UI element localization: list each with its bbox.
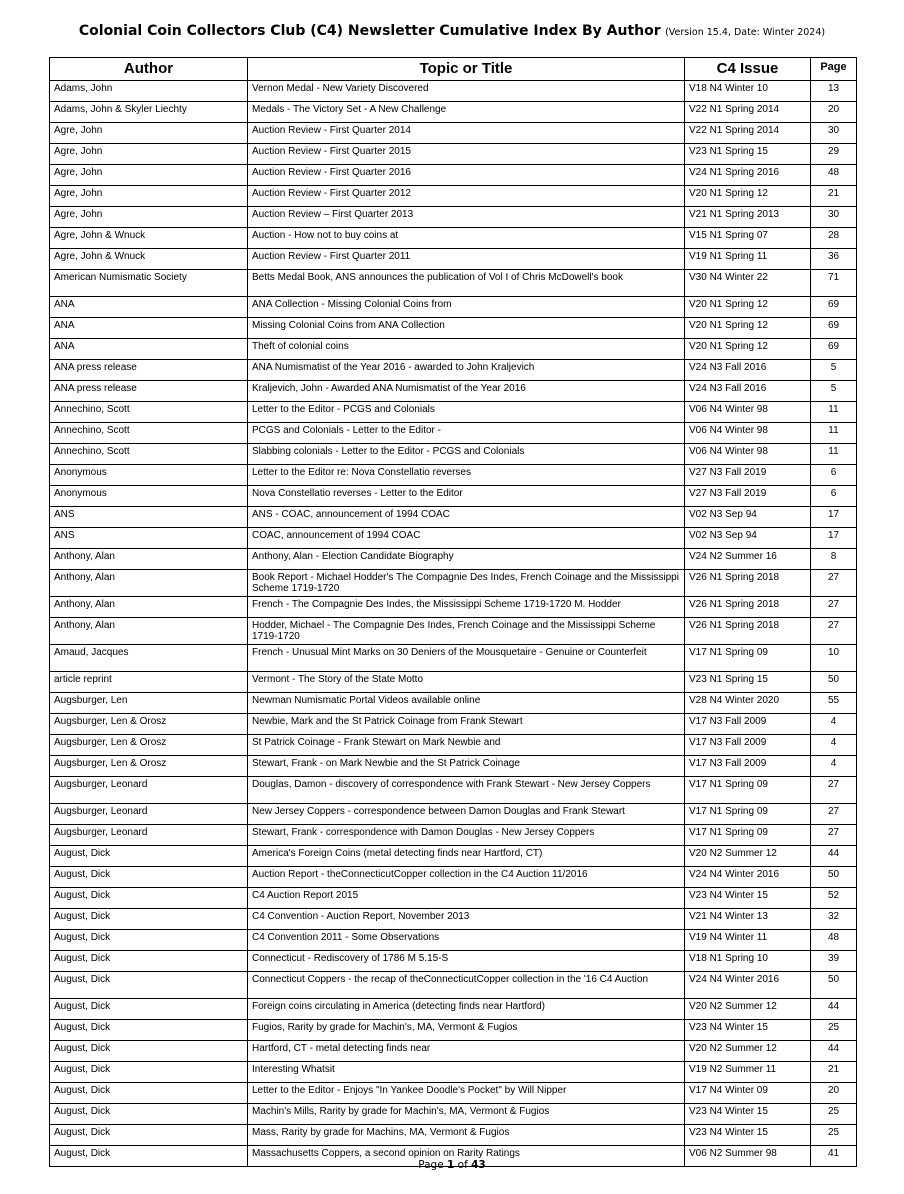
cell-topic: ANS - COAC, announcement of 1994 COAC <box>248 507 685 528</box>
cell-topic: Connecticut - Rediscovery of 1786 M 5.15-S <box>248 951 685 972</box>
table-row <box>50 102 857 123</box>
cell-page: 48 <box>811 930 857 951</box>
cell-topic: Newman Numismatic Portal Videos available online <box>248 693 685 714</box>
cell-topic: New Jersey Coppers - correspondence between Damon Douglas and Frank Stewart <box>248 804 685 825</box>
table-row <box>50 444 857 465</box>
table-row <box>50 123 857 144</box>
table-row <box>50 1020 857 1041</box>
cell-page: 29 <box>811 144 857 165</box>
cell-topic: Auction Review - First Quarter 2011 <box>248 249 685 270</box>
cell-page: 25 <box>811 1020 857 1041</box>
cell-issue: V24 N3 Fall 2016 <box>685 360 811 381</box>
table-row <box>50 186 857 207</box>
cell-topic: Machin's Mills, Rarity by grade for Machin's, MA, Vermont & Fugios <box>248 1104 685 1125</box>
table-row <box>50 645 857 672</box>
cell-topic: ANA Numismatist of the Year 2016 - awarded to John Kraljevich <box>248 360 685 381</box>
cell-author: Adams, John & Skyler Liechty <box>50 102 248 123</box>
cell-author: Augsburger, Leonard <box>50 825 248 846</box>
cell-issue: V27 N3 Fall 2019 <box>685 486 811 507</box>
cell-page: 21 <box>811 186 857 207</box>
index-title: Colonial Coin Collectors Club (C4) Newsletter Cumulative Index By Author <box>78 23 661 39</box>
cell-page: 17 <box>811 528 857 549</box>
cell-topic: Kraljevich, John - Awarded ANA Numismatist of the Year 2016 <box>248 381 685 402</box>
cell-page: 52 <box>811 888 857 909</box>
table-row <box>50 81 857 102</box>
cell-issue: V17 N1 Spring 09 <box>685 777 811 804</box>
cell-page: 21 <box>811 1062 857 1083</box>
table-row <box>50 486 857 507</box>
table-row <box>50 465 857 486</box>
cell-author: American Numismatic Society <box>50 270 248 297</box>
footer-prefix: Page <box>418 1159 448 1171</box>
column-header-issue: C4 Issue <box>685 58 811 81</box>
table-row <box>50 888 857 909</box>
cell-topic: Medals - The Victory Set - A New Challenge <box>248 102 685 123</box>
cell-topic: Book Report - Michael Hodder's The Compagnie Des Indes, French Coinage and the Mississippi Scheme 1719-1720 <box>248 570 685 597</box>
cell-author: Annechino, Scott <box>50 423 248 444</box>
table-row <box>50 909 857 930</box>
cell-issue: V26 N1 Spring 2018 <box>685 597 811 618</box>
column-header-topic: Topic or Title <box>248 58 685 81</box>
cell-issue: V26 N1 Spring 2018 <box>685 570 811 597</box>
table-row <box>50 1083 857 1104</box>
cell-topic: Auction Review – First Quarter 2013 <box>248 207 685 228</box>
cell-topic: Auction Report - theConnecticutCopper collection in the C4 Auction 11/2016 <box>248 867 685 888</box>
table-row <box>50 825 857 846</box>
page-title <box>0 22 904 40</box>
cell-issue: V23 N1 Spring 15 <box>685 144 811 165</box>
cell-topic: Auction Review - First Quarter 2014 <box>248 123 685 144</box>
cell-issue: V24 N2 Summer 16 <box>685 549 811 570</box>
table-row <box>50 360 857 381</box>
cell-page: 20 <box>811 102 857 123</box>
cell-page: 32 <box>811 909 857 930</box>
cell-author: Anthony, Alan <box>50 597 248 618</box>
cell-author: August, Dick <box>50 1062 248 1083</box>
cell-page: 4 <box>811 714 857 735</box>
cell-author: ANA press release <box>50 381 248 402</box>
cell-page: 69 <box>811 297 857 318</box>
table-row <box>50 999 857 1020</box>
cell-author: Augsburger, Len <box>50 693 248 714</box>
cell-issue: V22 N1 Spring 2014 <box>685 123 811 144</box>
cell-issue: V23 N1 Spring 15 <box>685 672 811 693</box>
cell-topic: Newbie, Mark and the St Patrick Coinage from Frank Stewart <box>248 714 685 735</box>
cell-page: 55 <box>811 693 857 714</box>
table-row <box>50 951 857 972</box>
cell-author: Augsburger, Leonard <box>50 777 248 804</box>
table-row <box>50 570 857 597</box>
table-row <box>50 507 857 528</box>
cell-issue: V20 N1 Spring 12 <box>685 186 811 207</box>
cell-topic: St Patrick Coinage - Frank Stewart on Mark Newbie and <box>248 735 685 756</box>
cell-topic: COAC, announcement of 1994 COAC <box>248 528 685 549</box>
cell-issue: V20 N2 Summer 12 <box>685 999 811 1020</box>
cell-author: August, Dick <box>50 909 248 930</box>
cell-author: August, Dick <box>50 1083 248 1104</box>
cell-topic: Slabbing colonials - Letter to the Editor - PCGS and Colonials <box>248 444 685 465</box>
table-row <box>50 144 857 165</box>
cell-page: 48 <box>811 165 857 186</box>
cell-page: 44 <box>811 846 857 867</box>
cell-page: 11 <box>811 444 857 465</box>
cell-page: 25 <box>811 1104 857 1125</box>
cell-issue: V24 N3 Fall 2016 <box>685 381 811 402</box>
cell-author: ANA press release <box>50 360 248 381</box>
cell-author: ANA <box>50 339 248 360</box>
cell-topic: Auction Review - First Quarter 2015 <box>248 144 685 165</box>
cell-author: Augsburger, Len & Orosz <box>50 735 248 756</box>
cell-author: Agre, John <box>50 207 248 228</box>
cell-author: ANS <box>50 507 248 528</box>
table-row <box>50 1041 857 1062</box>
table-row <box>50 165 857 186</box>
cell-issue: V30 N4 Winter 22 <box>685 270 811 297</box>
cell-topic: Fugios, Rarity by grade for Machin's, MA, Vermont & Fugios <box>248 1020 685 1041</box>
cell-page: 4 <box>811 756 857 777</box>
cell-issue: V06 N4 Winter 98 <box>685 444 811 465</box>
cell-issue: V17 N3 Fall 2009 <box>685 714 811 735</box>
cell-issue: V06 N4 Winter 98 <box>685 423 811 444</box>
cell-topic: French - The Compagnie Des Indes, the Mississippi Scheme 1719-1720 M. Hodder <box>248 597 685 618</box>
cell-author: Annechino, Scott <box>50 402 248 423</box>
column-header-page: Page <box>811 58 857 81</box>
table-header-row <box>50 58 857 81</box>
table-row <box>50 693 857 714</box>
table-row <box>50 756 857 777</box>
cell-topic: Stewart, Frank - correspondence with Damon Douglas - New Jersey Coppers <box>248 825 685 846</box>
cell-topic: Connecticut Coppers - the recap of theConnecticutCopper collection in the '16 C4 Auction <box>248 972 685 999</box>
footer-middle: of <box>454 1159 472 1171</box>
cell-issue: V23 N4 Winter 15 <box>685 1104 811 1125</box>
cell-issue: V18 N4 Winter 10 <box>685 81 811 102</box>
cell-page: 5 <box>811 360 857 381</box>
table-row <box>50 270 857 297</box>
table-row <box>50 423 857 444</box>
cell-author: Agre, John <box>50 144 248 165</box>
cell-page: 25 <box>811 1125 857 1146</box>
cell-topic: Vernon Medal - New Variety Discovered <box>248 81 685 102</box>
cell-issue: V20 N2 Summer 12 <box>685 846 811 867</box>
cell-page: 11 <box>811 423 857 444</box>
cell-topic: Hodder, Michael - The Compagnie Des Indes, French Coinage and the Mississippi Scheme 1719-1720 <box>248 618 685 645</box>
cell-topic: Stewart, Frank - on Mark Newbie and the St Patrick Coinage <box>248 756 685 777</box>
cell-page: 27 <box>811 777 857 804</box>
table-row <box>50 972 857 999</box>
cell-topic: C4 Convention - Auction Report, November 2013 <box>248 909 685 930</box>
cell-issue: V06 N2 Summer 98 <box>685 1146 811 1167</box>
cell-issue: V18 N1 Spring 10 <box>685 951 811 972</box>
cell-page: 44 <box>811 1041 857 1062</box>
cell-author: August, Dick <box>50 1041 248 1062</box>
cell-issue: V24 N1 Spring 2016 <box>685 165 811 186</box>
cell-topic: Letter to the Editor re: Nova Constellatio reverses <box>248 465 685 486</box>
author-index-table <box>49 57 857 1167</box>
cell-issue: V24 N4 Winter 2016 <box>685 972 811 999</box>
cell-author: August, Dick <box>50 1146 248 1167</box>
cell-author: Augsburger, Len & Orosz <box>50 756 248 777</box>
cell-topic: Douglas, Damon - discovery of correspondence with Frank Stewart - New Jersey Coppers <box>248 777 685 804</box>
table-row <box>50 930 857 951</box>
cell-page: 69 <box>811 339 857 360</box>
cell-author: August, Dick <box>50 1125 248 1146</box>
cell-issue: V21 N4 Winter 13 <box>685 909 811 930</box>
table-row <box>50 777 857 804</box>
cell-issue: V23 N4 Winter 15 <box>685 1125 811 1146</box>
cell-topic: PCGS and Colonials - Letter to the Editor - <box>248 423 685 444</box>
cell-page: 27 <box>811 804 857 825</box>
cell-author: Amaud, Jacques <box>50 645 248 672</box>
cell-topic: Auction Review - First Quarter 2012 <box>248 186 685 207</box>
cell-page: 36 <box>811 249 857 270</box>
cell-issue: V26 N1 Spring 2018 <box>685 618 811 645</box>
cell-author: Anthony, Alan <box>50 618 248 645</box>
cell-author: ANS <box>50 528 248 549</box>
cell-author: ANA <box>50 318 248 339</box>
cell-issue: V27 N3 Fall 2019 <box>685 465 811 486</box>
table-row <box>50 402 857 423</box>
cell-page: 69 <box>811 318 857 339</box>
cell-page: 13 <box>811 81 857 102</box>
cell-page: 39 <box>811 951 857 972</box>
cell-topic: Hartford, CT - metal detecting finds near <box>248 1041 685 1062</box>
cell-page: 30 <box>811 207 857 228</box>
cell-author: August, Dick <box>50 1104 248 1125</box>
cell-issue: V19 N2 Summer 11 <box>685 1062 811 1083</box>
cell-issue: V17 N1 Spring 09 <box>685 804 811 825</box>
column-header-author: Author <box>50 58 248 81</box>
cell-author: Agre, John <box>50 123 248 144</box>
cell-author: Agre, John & Wnuck <box>50 249 248 270</box>
cell-issue: V17 N1 Spring 09 <box>685 645 811 672</box>
table-row <box>50 249 857 270</box>
cell-issue: V02 N3 Sep 94 <box>685 507 811 528</box>
cell-topic: Foreign coins circulating in America (detecting finds near Hartford) <box>248 999 685 1020</box>
cell-topic: Vermont - The Story of the State Motto <box>248 672 685 693</box>
cell-topic: Massachusetts Coppers, a second opinion on Rarity Ratings <box>248 1146 685 1167</box>
cell-author: August, Dick <box>50 846 248 867</box>
cell-issue: V17 N3 Fall 2009 <box>685 735 811 756</box>
cell-issue: V23 N4 Winter 15 <box>685 1020 811 1041</box>
cell-author: Agre, John <box>50 165 248 186</box>
cell-topic: Interesting Whatsit <box>248 1062 685 1083</box>
cell-issue: V20 N1 Spring 12 <box>685 297 811 318</box>
cell-author: Anonymous <box>50 486 248 507</box>
cell-author: article reprint <box>50 672 248 693</box>
cell-issue: V22 N1 Spring 2014 <box>685 102 811 123</box>
version-note: (Version 15.4, Date: Winter 2024) <box>665 27 826 38</box>
cell-page: 10 <box>811 645 857 672</box>
cell-author: August, Dick <box>50 951 248 972</box>
cell-author: August, Dick <box>50 867 248 888</box>
cell-author: Augsburger, Len & Orosz <box>50 714 248 735</box>
table-row <box>50 618 857 645</box>
table-row <box>50 318 857 339</box>
cell-page: 71 <box>811 270 857 297</box>
cell-author: August, Dick <box>50 1020 248 1041</box>
cell-page: 27 <box>811 618 857 645</box>
cell-issue: V17 N4 Winter 09 <box>685 1083 811 1104</box>
cell-author: Augsburger, Leonard <box>50 804 248 825</box>
cell-author: August, Dick <box>50 930 248 951</box>
cell-issue: V17 N1 Spring 09 <box>685 825 811 846</box>
table-row <box>50 867 857 888</box>
table-row <box>50 339 857 360</box>
table-row <box>50 528 857 549</box>
cell-topic: Auction - How not to buy coins at <box>248 228 685 249</box>
cell-topic: C4 Convention 2011 - Some Observations <box>248 930 685 951</box>
footer-total-pages: 43 <box>471 1159 486 1171</box>
table-body <box>50 81 857 1167</box>
table-row <box>50 846 857 867</box>
cell-issue: V15 N1 Spring 07 <box>685 228 811 249</box>
cell-issue: V02 N3 Sep 94 <box>685 528 811 549</box>
cell-issue: V28 N4 Winter 2020 <box>685 693 811 714</box>
cell-topic: French - Unusual Mint Marks on 30 Deniers of the Mousquetaire - Genuine or Counterfeit <box>248 645 685 672</box>
table-row <box>50 297 857 318</box>
cell-page: 28 <box>811 228 857 249</box>
cell-author: Anthony, Alan <box>50 570 248 597</box>
cell-page: 11 <box>811 402 857 423</box>
cell-topic: Missing Colonial Coins from ANA Collection <box>248 318 685 339</box>
cell-author: Adams, John <box>50 81 248 102</box>
table-row <box>50 1104 857 1125</box>
cell-author: August, Dick <box>50 972 248 999</box>
page-footer <box>0 1159 904 1171</box>
cell-page: 6 <box>811 465 857 486</box>
cell-author: ANA <box>50 297 248 318</box>
table-row <box>50 672 857 693</box>
cell-page: 6 <box>811 486 857 507</box>
cell-page: 50 <box>811 972 857 999</box>
cell-topic: ANA Collection - Missing Colonial Coins from <box>248 297 685 318</box>
cell-issue: V23 N4 Winter 15 <box>685 888 811 909</box>
cell-author: Agre, John & Wnuck <box>50 228 248 249</box>
table-row <box>50 714 857 735</box>
cell-author: Agre, John <box>50 186 248 207</box>
cell-page: 4 <box>811 735 857 756</box>
cell-issue: V20 N1 Spring 12 <box>685 318 811 339</box>
table-row <box>50 735 857 756</box>
cell-page: 8 <box>811 549 857 570</box>
table-row <box>50 1125 857 1146</box>
cell-page: 17 <box>811 507 857 528</box>
cell-page: 44 <box>811 999 857 1020</box>
cell-page: 27 <box>811 570 857 597</box>
cell-page: 27 <box>811 597 857 618</box>
cell-topic: Letter to the Editor - PCGS and Colonials <box>248 402 685 423</box>
cell-page: 41 <box>811 1146 857 1167</box>
cell-issue: V19 N4 Winter 11 <box>685 930 811 951</box>
table-row <box>50 549 857 570</box>
cell-topic: Letter to the Editor - Enjoys "In Yankee Doodle's Pocket" by Will Nipper <box>248 1083 685 1104</box>
footer-current-page: 1 <box>447 1159 455 1171</box>
table-row <box>50 381 857 402</box>
table-row <box>50 228 857 249</box>
cell-author: August, Dick <box>50 999 248 1020</box>
cell-issue: V06 N4 Winter 98 <box>685 402 811 423</box>
cell-issue: V20 N2 Summer 12 <box>685 1041 811 1062</box>
cell-author: Anthony, Alan <box>50 549 248 570</box>
cell-page: 27 <box>811 825 857 846</box>
cell-issue: V21 N1 Spring 2013 <box>685 207 811 228</box>
cell-topic: Nova Constellatio reverses - Letter to the Editor <box>248 486 685 507</box>
cell-issue: V20 N1 Spring 12 <box>685 339 811 360</box>
cell-author: Anonymous <box>50 465 248 486</box>
cell-author: Annechino, Scott <box>50 444 248 465</box>
cell-page: 50 <box>811 867 857 888</box>
cell-issue: V19 N1 Spring 11 <box>685 249 811 270</box>
cell-topic: Auction Review - First Quarter 2016 <box>248 165 685 186</box>
table-row <box>50 804 857 825</box>
cell-page: 5 <box>811 381 857 402</box>
cell-topic: C4 Auction Report 2015 <box>248 888 685 909</box>
cell-topic: Betts Medal Book, ANS announces the publication of Vol I of Chris McDowell's book <box>248 270 685 297</box>
cell-author: August, Dick <box>50 888 248 909</box>
cell-page: 20 <box>811 1083 857 1104</box>
table-row <box>50 597 857 618</box>
cell-issue: V24 N4 Winter 2016 <box>685 867 811 888</box>
cell-topic: Mass, Rarity by grade for Machins, MA, Vermont & Fugios <box>248 1125 685 1146</box>
table-row <box>50 1062 857 1083</box>
cell-issue: V17 N3 Fall 2009 <box>685 756 811 777</box>
cell-page: 50 <box>811 672 857 693</box>
cell-topic: Anthony, Alan - Election Candidate Biography <box>248 549 685 570</box>
table-row <box>50 207 857 228</box>
cell-page: 30 <box>811 123 857 144</box>
cell-topic: America's Foreign Coins (metal detecting finds near Hartford, CT) <box>248 846 685 867</box>
cell-topic: Theft of colonial coins <box>248 339 685 360</box>
